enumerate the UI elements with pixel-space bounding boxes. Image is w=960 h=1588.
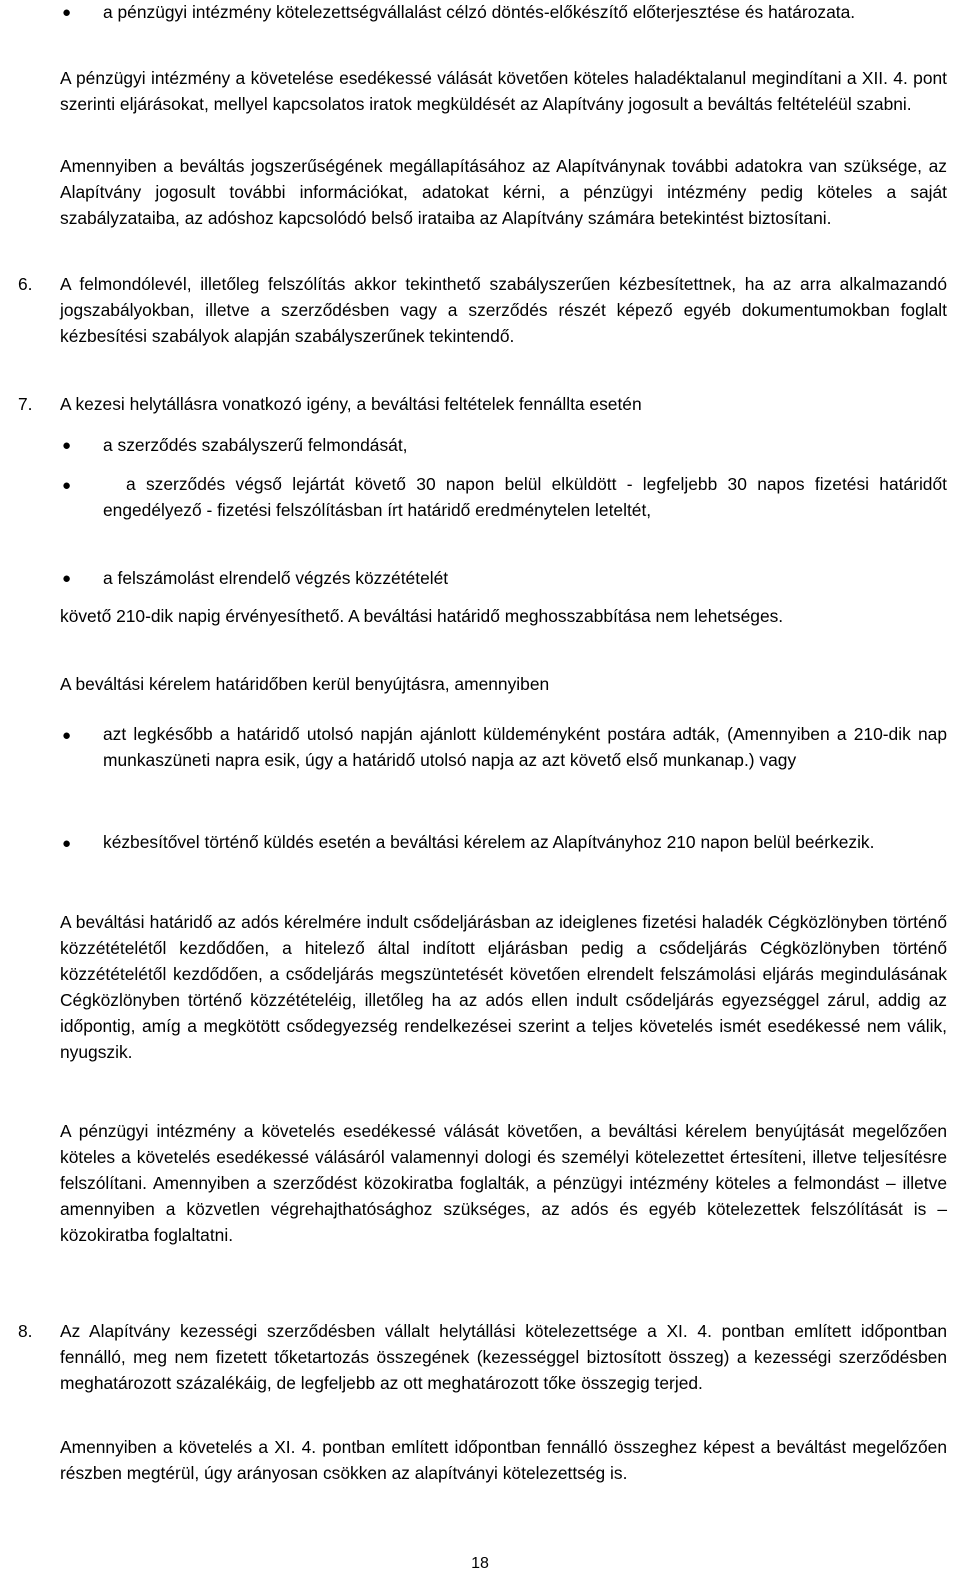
- bullet-liquidation: a felszámolást elrendelő végzés közzétételét: [103, 568, 449, 588]
- paragraph-partial-recovery: Amennyiben a követelés a XI. 4. pontban említett időpontban fennálló összeghez képest a beváltást megelőzően részben megtérül, úgy arányosan csökken az alapítványi kötelezettség is.: [60, 1437, 947, 1483]
- item-number-8: 8.: [18, 1321, 33, 1341]
- paragraph-item-6: A felmondólevél, illetőleg felszólítás akkor tekinthető szabályszerűen kézbesítettnek, ha az arra alkalmazandó jogszabályokban, illetve a szerződésben vagy a szerződés részét képező egyéb dokumentumokban foglalt kézbesítési szabályok alapján szabályszerűnek tekintendő.: [60, 274, 947, 346]
- paragraph-bankruptcy-suspension: A beváltási határidő az adós kérelmére indult csődeljárásban az ideiglenes fizetési haladék Cégközlönyben történő közzétételétől kezdődően, a hitelező által indított eljárásban pedig a csődeljárás Cégközlönyben történő közzétételétől kezdődően, a csődeljárás megszüntetését követően elrendelt felszámolási eljárás megindulásának Cégközlönyben történő közzétételéig, illetőleg ha az adós ellen indult csődeljárás egyezséggel zárul, addig az időpontig, amíg a megkötött csődegyezség rendelkezései szerint a teljes követelés ismét esedékessé nem válik, nyugszik.: [60, 912, 947, 1062]
- bullet-icon: ●: [62, 570, 72, 587]
- item-number-7: 7.: [18, 394, 33, 414]
- paragraph-claim-enforcement: A pénzügyi intézmény a követelése esedékessé válását követően köteles haladéktalanul megindítani a XII. 4. pont szerinti eljárásokat, mellyel kapcsolatos iratok megküldését az Alapítvány jogosult a beváltás feltételéül szabni.: [60, 68, 947, 114]
- paragraph-additional-info: Amennyiben a beváltás jogszerűségének megállapításához az Alapítványnak további adatokra van szüksége, az Alapítvány jogosult további információkat, adatokat kérni, a pénzügyi intézmény pedig köteles a saját szabályzataiba, az adóshoz kapcsolódó belső irataiba az Alapítvány számára betekintést biztosítani.: [60, 156, 947, 228]
- bullet-icon: ●: [62, 477, 72, 494]
- bullet-termination: a szerződés szabályszerű felmondását,: [103, 435, 408, 455]
- paragraph-item-8: Az Alapítvány kezességi szerződésben vállalt helytállási kötelezettsége a XI. 4. pontban említett időpontban fennálló, meg nem fizetett tőketartozás összegének (kezességgel biztosított összeg) a kezességi szerződésben meghatározott százalékáig, de legfeljebb az ott meghatározott tőke összegig terjed.: [60, 1321, 947, 1393]
- bullet-icon: ●: [62, 4, 72, 21]
- bullet-icon: ●: [62, 727, 72, 744]
- bullet-payment-demand: a szerződés végső lejártát követő 30 napon belül elküldött - legfeljebb 30 napos fizetési határidőt engedélyező - fizetési felszólításban írt határidő eredménytelen leteltét,: [103, 474, 947, 520]
- bullet-icon: ●: [62, 835, 72, 852]
- bullet-icon: ●: [62, 437, 72, 454]
- paragraph-item-7-intro: A kezesi helytállásra vonatkozó igény, a beváltási feltételek fennállta esetén: [60, 394, 642, 414]
- item-number-6: 6.: [18, 274, 33, 294]
- bullet-text-decision: a pénzügyi intézmény kötelezettségvállalást célzó döntés-előkészítő előterjesztése és határozata.: [103, 2, 856, 22]
- bullet-courier-delivery: kézbesítővel történő küldés esetén a beváltási kérelem az Alapítványhoz 210 napon belül beérkezik.: [103, 832, 875, 852]
- paragraph-filing-intro: A beváltási kérelem határidőben kerül benyújtásra, amennyiben: [60, 674, 550, 694]
- page-number: 18: [471, 1555, 489, 1572]
- paragraph-210-day-deadline: követő 210-dik napig érvényesíthető. A beváltási határidő meghosszabbítása nem lehetséges.: [60, 606, 784, 626]
- bullet-registered-mail: azt legkésőbb a határidő utolsó napján ajánlott küldeményként postára adták, (Amennyiben a 210-dik nap munkaszüneti napra esik, úgy a határidő utolsó napja az azt követő első munkanap.) vagy: [103, 724, 947, 770]
- paragraph-debtor-notice: A pénzügyi intézmény a követelés esedékessé válását követően, a beváltási kérelem benyújtását megelőzően köteles a követelés esedékessé válásáról valamennyi dologi és személyi kötelezettet értesíteni, illetve teljesítésre felszólítani. Amennyiben a szerződést közokiratba foglalták, a pénzügyi intézmény köteles a felmondást – illetve amennyiben a közvetlen végrehajthatósághoz szükséges, az adós és egyéb kötelezettek felszólítását is – közokiratba foglaltatni.: [60, 1121, 947, 1245]
